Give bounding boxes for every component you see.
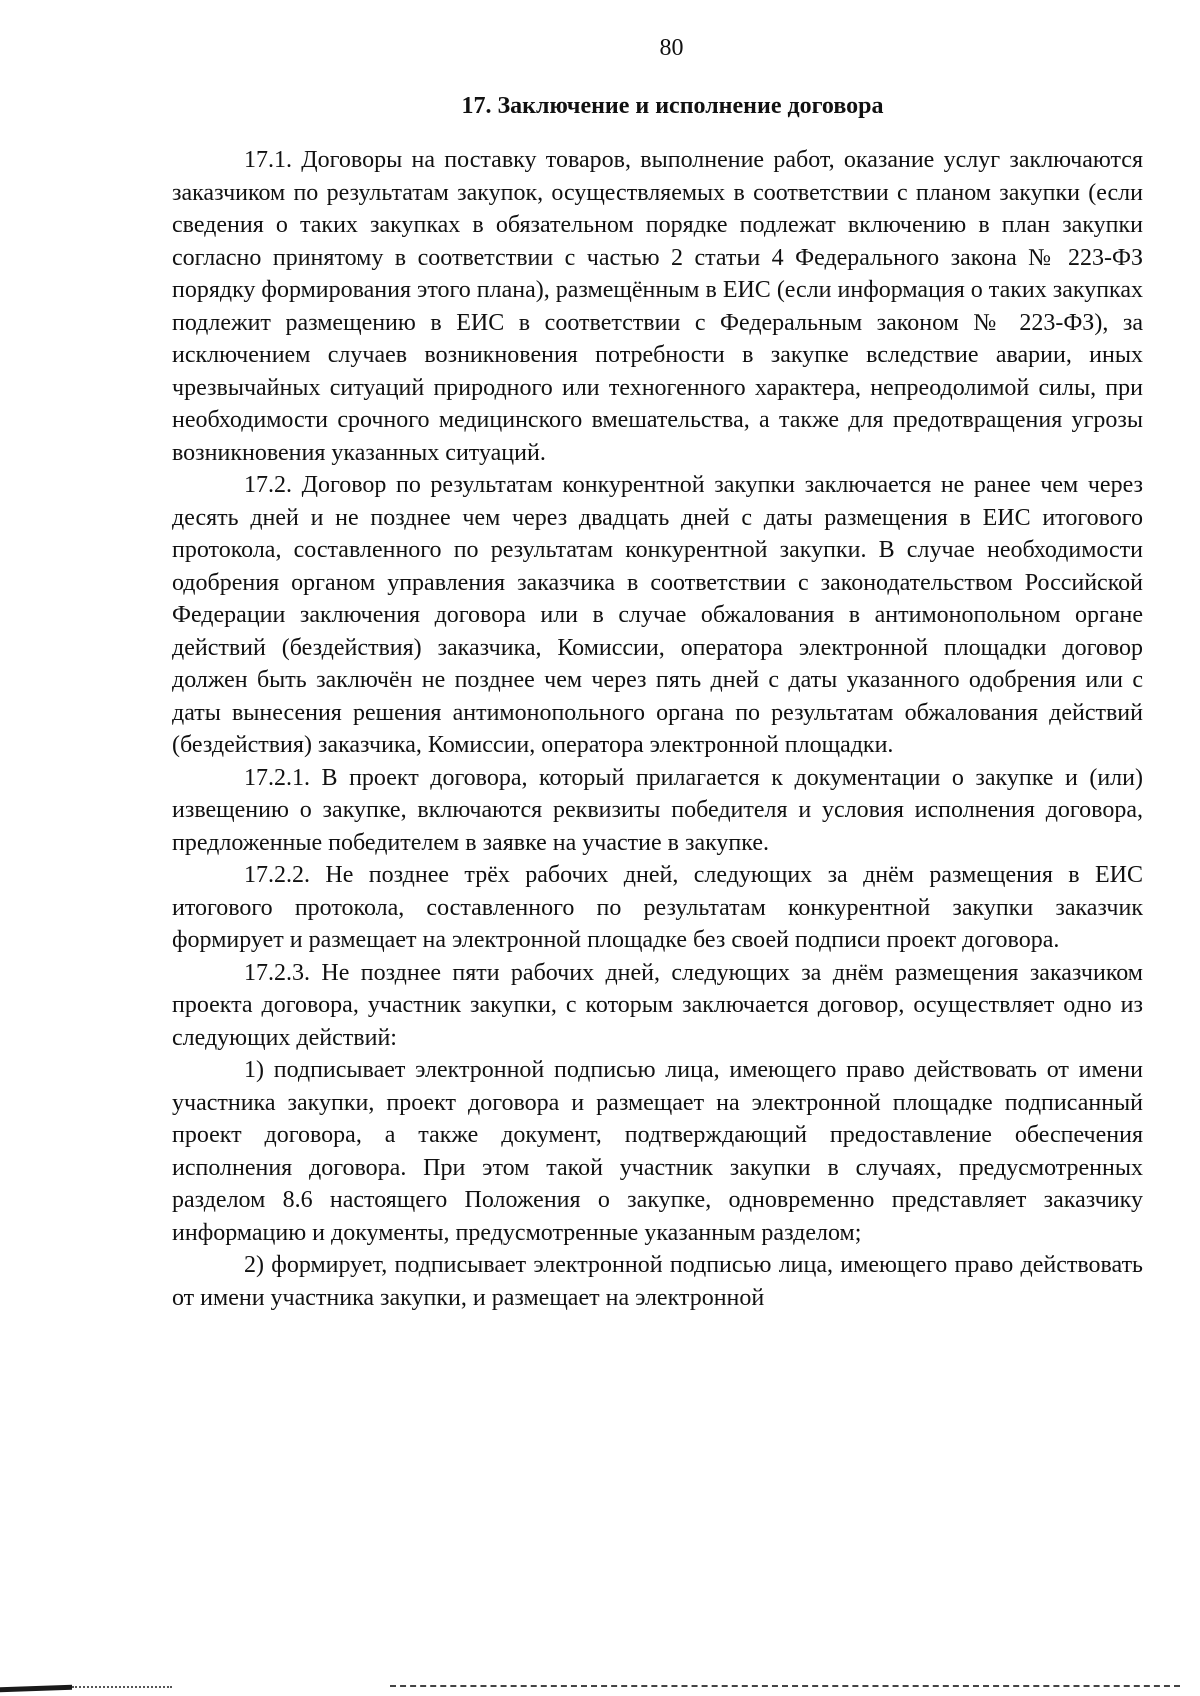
scan-edge-line [390, 1685, 1180, 1687]
page-number: 80 [659, 35, 684, 61]
scan-edge-line-short [72, 1686, 172, 1688]
paragraph-17-2: 17.2. Договор по результатам конкурентной закупки заключается не ранее чем через десять дней и не позднее чем через двадцать дней с даты размещения в ЕИС итогового протокола, составленного по результатам конкурентной закупки. В случае необходимости одобрения органом управления заказчика в соответствии с законодательством Российской Федерации заключения договора или в случае обжалования в антимонопольном органе действий (бездействия) заказчика, Комиссии, оператора электронной площадки договор должен быть заключён не позднее чем через пять дней с даты указанного одобрения или с даты вынесения решения антимонопольного органа по результатам обжалования действий (бездействия) заказчика, Комиссии, оператора электронной площадки. [172, 472, 1143, 758]
section-title: 17. Заключение и исполнение договора [461, 93, 884, 119]
paragraph-17-2-1: 17.2.1. В проект договора, который прилагается к документации о закупке и (или) извещению о закупке, включаются реквизиты победителя и условия исполнения договора, предложенные победителем в заявке на участие в закупке. [172, 764, 1143, 856]
paragraph-17-1: 17.1. Договоры на поставку товаров, выполнение работ, оказание услуг заключаются заказчиком по результатам закупок, осуществляемых в соответствии с планом закупки (если сведения о таких закупках в обязательном порядке подлежат включению в план закупки согласно принятому в соответствии с частью 2 статьи 4 Федерального закона № 223-ФЗ порядку формирования этого плана), размещённым в ЕИС (если информация о таких закупках подлежит размещению в ЕИС в соответствии с Федеральным законом № 223-ФЗ), за исключением случаев возникновения потребности в закупке вследствие аварии, иных чрезвычайных ситуаций природного или техногенного характера, непреодолимой силы, при необходимости срочного медицинского вмешательства, а также для предотвращения угрозы возникновения указанных ситуаций. [172, 147, 1143, 466]
paragraph-17-2-3: 17.2.3. Не позднее пяти рабочих дней, следующих за днём размещения заказчиком проекта договора, участник закупки, с которым заключается договор, осуществляет одно из следующих действий: [172, 959, 1143, 1051]
list-item-1: 1) подписывает электронной подписью лица, имеющего право действовать от имени участника закупки, проект договора и размещает на электронной площадке подписанный проект договора, а также документ, подтверждающий предоставление обеспечения исполнения договора. При этом такой участник закупки в случаях, предусмотренных разделом 8.6 настоящего Положения о закупке, одновременно представляет заказчику информацию и документы, предусмотренные указанным разделом; [172, 1057, 1143, 1246]
paragraph-17-2-2: 17.2.2. Не позднее трёх рабочих дней, следующих за днём размещения в ЕИС итогового протокола, составленного по результатам конкурентной закупки заказчик формирует и размещает на электронной площадке без своей подписи проект договора. [172, 862, 1143, 953]
list-item-2: 2) формирует, подписывает электронной подписью лица, имеющего право действовать от имени участника закупки, и размещает на электронной [172, 1252, 1143, 1311]
